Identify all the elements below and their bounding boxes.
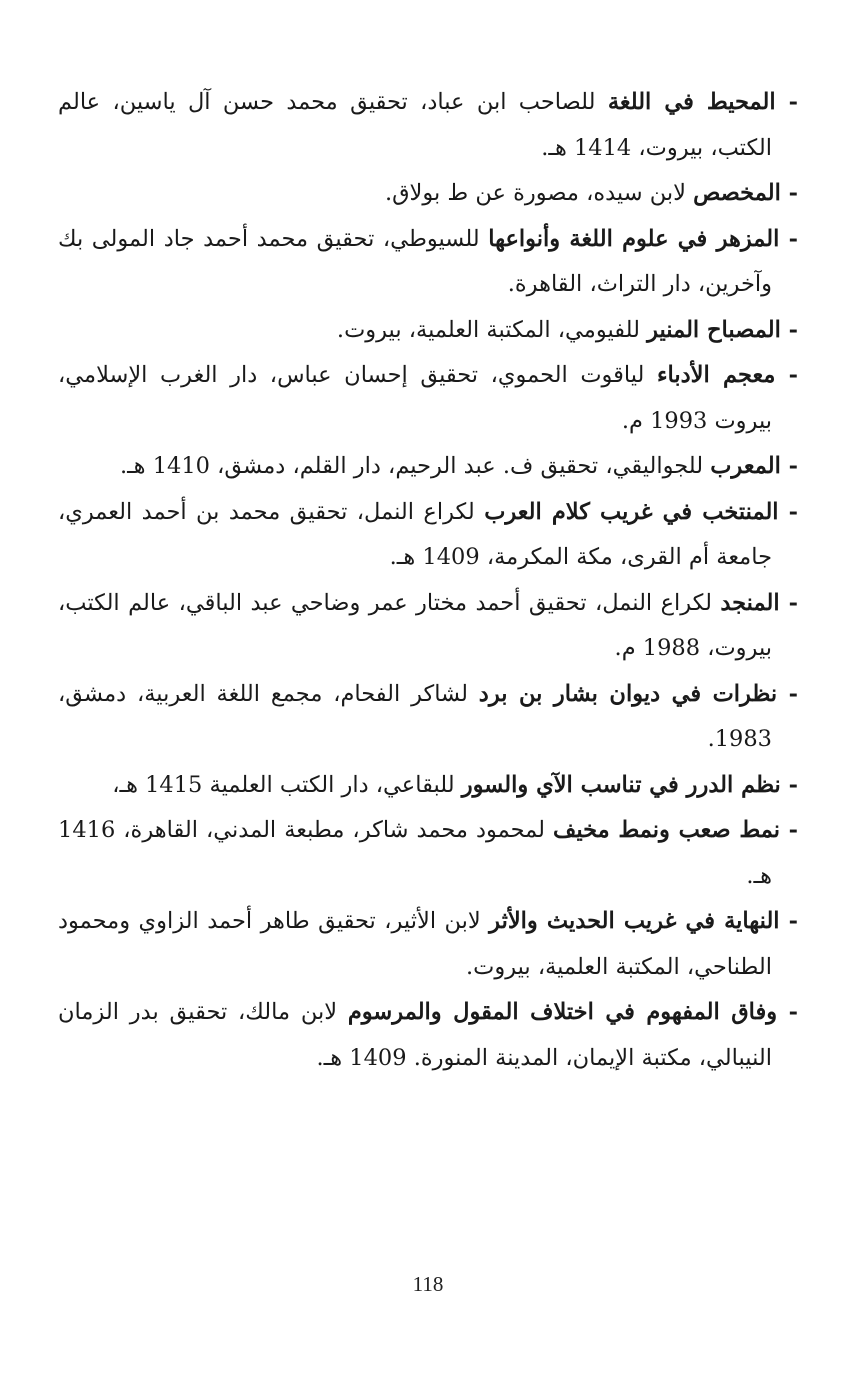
entry-details: لابن مالك، تحقيق بدر الزمان النيبالي، مكتبة الإيمان، المدينة المنورة. 1409 هـ. (58, 999, 772, 1071)
entry-details: للفيومي، المكتبة العلمية، بيروت. (336, 316, 648, 343)
entry-dash: - (780, 180, 798, 206)
entry-dash: - (780, 771, 798, 798)
entry-dash: - (775, 89, 799, 115)
bibliography-entry (58, 490, 798, 581)
entry-dash: - (779, 817, 799, 843)
entry-dash: - (778, 498, 798, 525)
entry-title: المصباح المنير (647, 316, 781, 343)
entry-title: المزهر في علوم اللغة وأنواعها (488, 225, 780, 252)
entry-details: لمحمود محمد شاكر، مطبعة المدني، القاهرة، 1416 هـ. (58, 817, 772, 889)
entry-title: نظرات في ديوان بشار بن برد (478, 680, 778, 707)
entry-dash: - (775, 362, 799, 388)
entry-details: لابن الأثير، تحقيق طاهر أحمد الزاوي ومحمود الطناحي، المكتبة العلمية، بيروت. (58, 908, 772, 980)
entry-details: للجواليقي، تحقيق ف. عبد الرحيم، دار القلم، دمشق، 1410 هـ. (119, 453, 711, 479)
page-number: 118 (412, 1272, 444, 1296)
bibliography-entry (58, 353, 798, 444)
entry-title: النهاية في غريب الحديث والأثر (489, 908, 780, 934)
entry-details: للبقاعي، دار الكتب العلمية 1415 هـ، (112, 771, 462, 798)
entry-dash: - (779, 225, 798, 252)
entry-title: نمط صعب ونمط مخيف (553, 817, 780, 843)
bibliography-entry (58, 80, 798, 171)
bibliography-entry (58, 581, 798, 672)
bibliography-entry (58, 217, 798, 308)
entry-title: وفاق المفهوم في اختلاف المقول والمرسوم (347, 999, 778, 1025)
entry-title: المحيط في اللغة (607, 89, 776, 115)
entry-details: لابن سيده، مصورة عن ط بولاق. (384, 180, 694, 206)
bibliography-list (58, 80, 798, 1081)
entry-details: لكراع النمل، تحقيق أحمد مختار عمر وضاحي عبد الباقي، عالم الكتب، بيروت، 1988 م. (58, 589, 772, 661)
entry-details: للصاحب ابن عباد، تحقيق محمد حسن آل ياسين، عالم الكتب، بيروت، 1414 هـ. (58, 89, 772, 161)
bibliography-entry (58, 171, 798, 217)
entry-details: لشاكر الفحام، مجمع اللغة العربية، دمشق، 1983. (58, 680, 772, 752)
entry-dash: - (779, 589, 799, 616)
entry-details: للسيوطي، تحقيق محمد أحمد جاد المولى بك وآخرين، دار التراث، القاهرة. (58, 225, 772, 297)
entry-dash: - (779, 908, 799, 934)
entry-details: لكراع النمل، تحقيق محمد بن أحمد العمري، جامعة أم القرى، مكة المكرمة، 1409 هـ. (58, 498, 772, 570)
entry-title: معجم الأدباء (656, 362, 776, 388)
entry-dash: - (777, 680, 798, 707)
entry-title: المخصص (693, 180, 781, 206)
bibliography-entry (58, 444, 798, 490)
entry-details: لياقوت الحموي، تحقيق إحسان عباس، دار الغرب الإسلامي، بيروت 1993 م. (58, 362, 772, 434)
entry-dash: - (780, 453, 798, 479)
bibliography-entry (58, 808, 798, 899)
entry-title: المنجد (720, 589, 780, 616)
bibliography-entry (58, 763, 798, 809)
bibliography-entry (58, 308, 798, 354)
entry-dash: - (780, 316, 798, 343)
bibliography-entry (58, 990, 798, 1081)
bibliography-entry (58, 899, 798, 990)
entry-title: نظم الدرر في تناسب الآي والسور (461, 771, 781, 798)
entry-dash: - (777, 999, 799, 1025)
entry-title: المنتخب في غريب كلام العرب (484, 498, 779, 525)
entry-title: المعرب (710, 453, 781, 479)
bibliography-entry (58, 672, 798, 763)
